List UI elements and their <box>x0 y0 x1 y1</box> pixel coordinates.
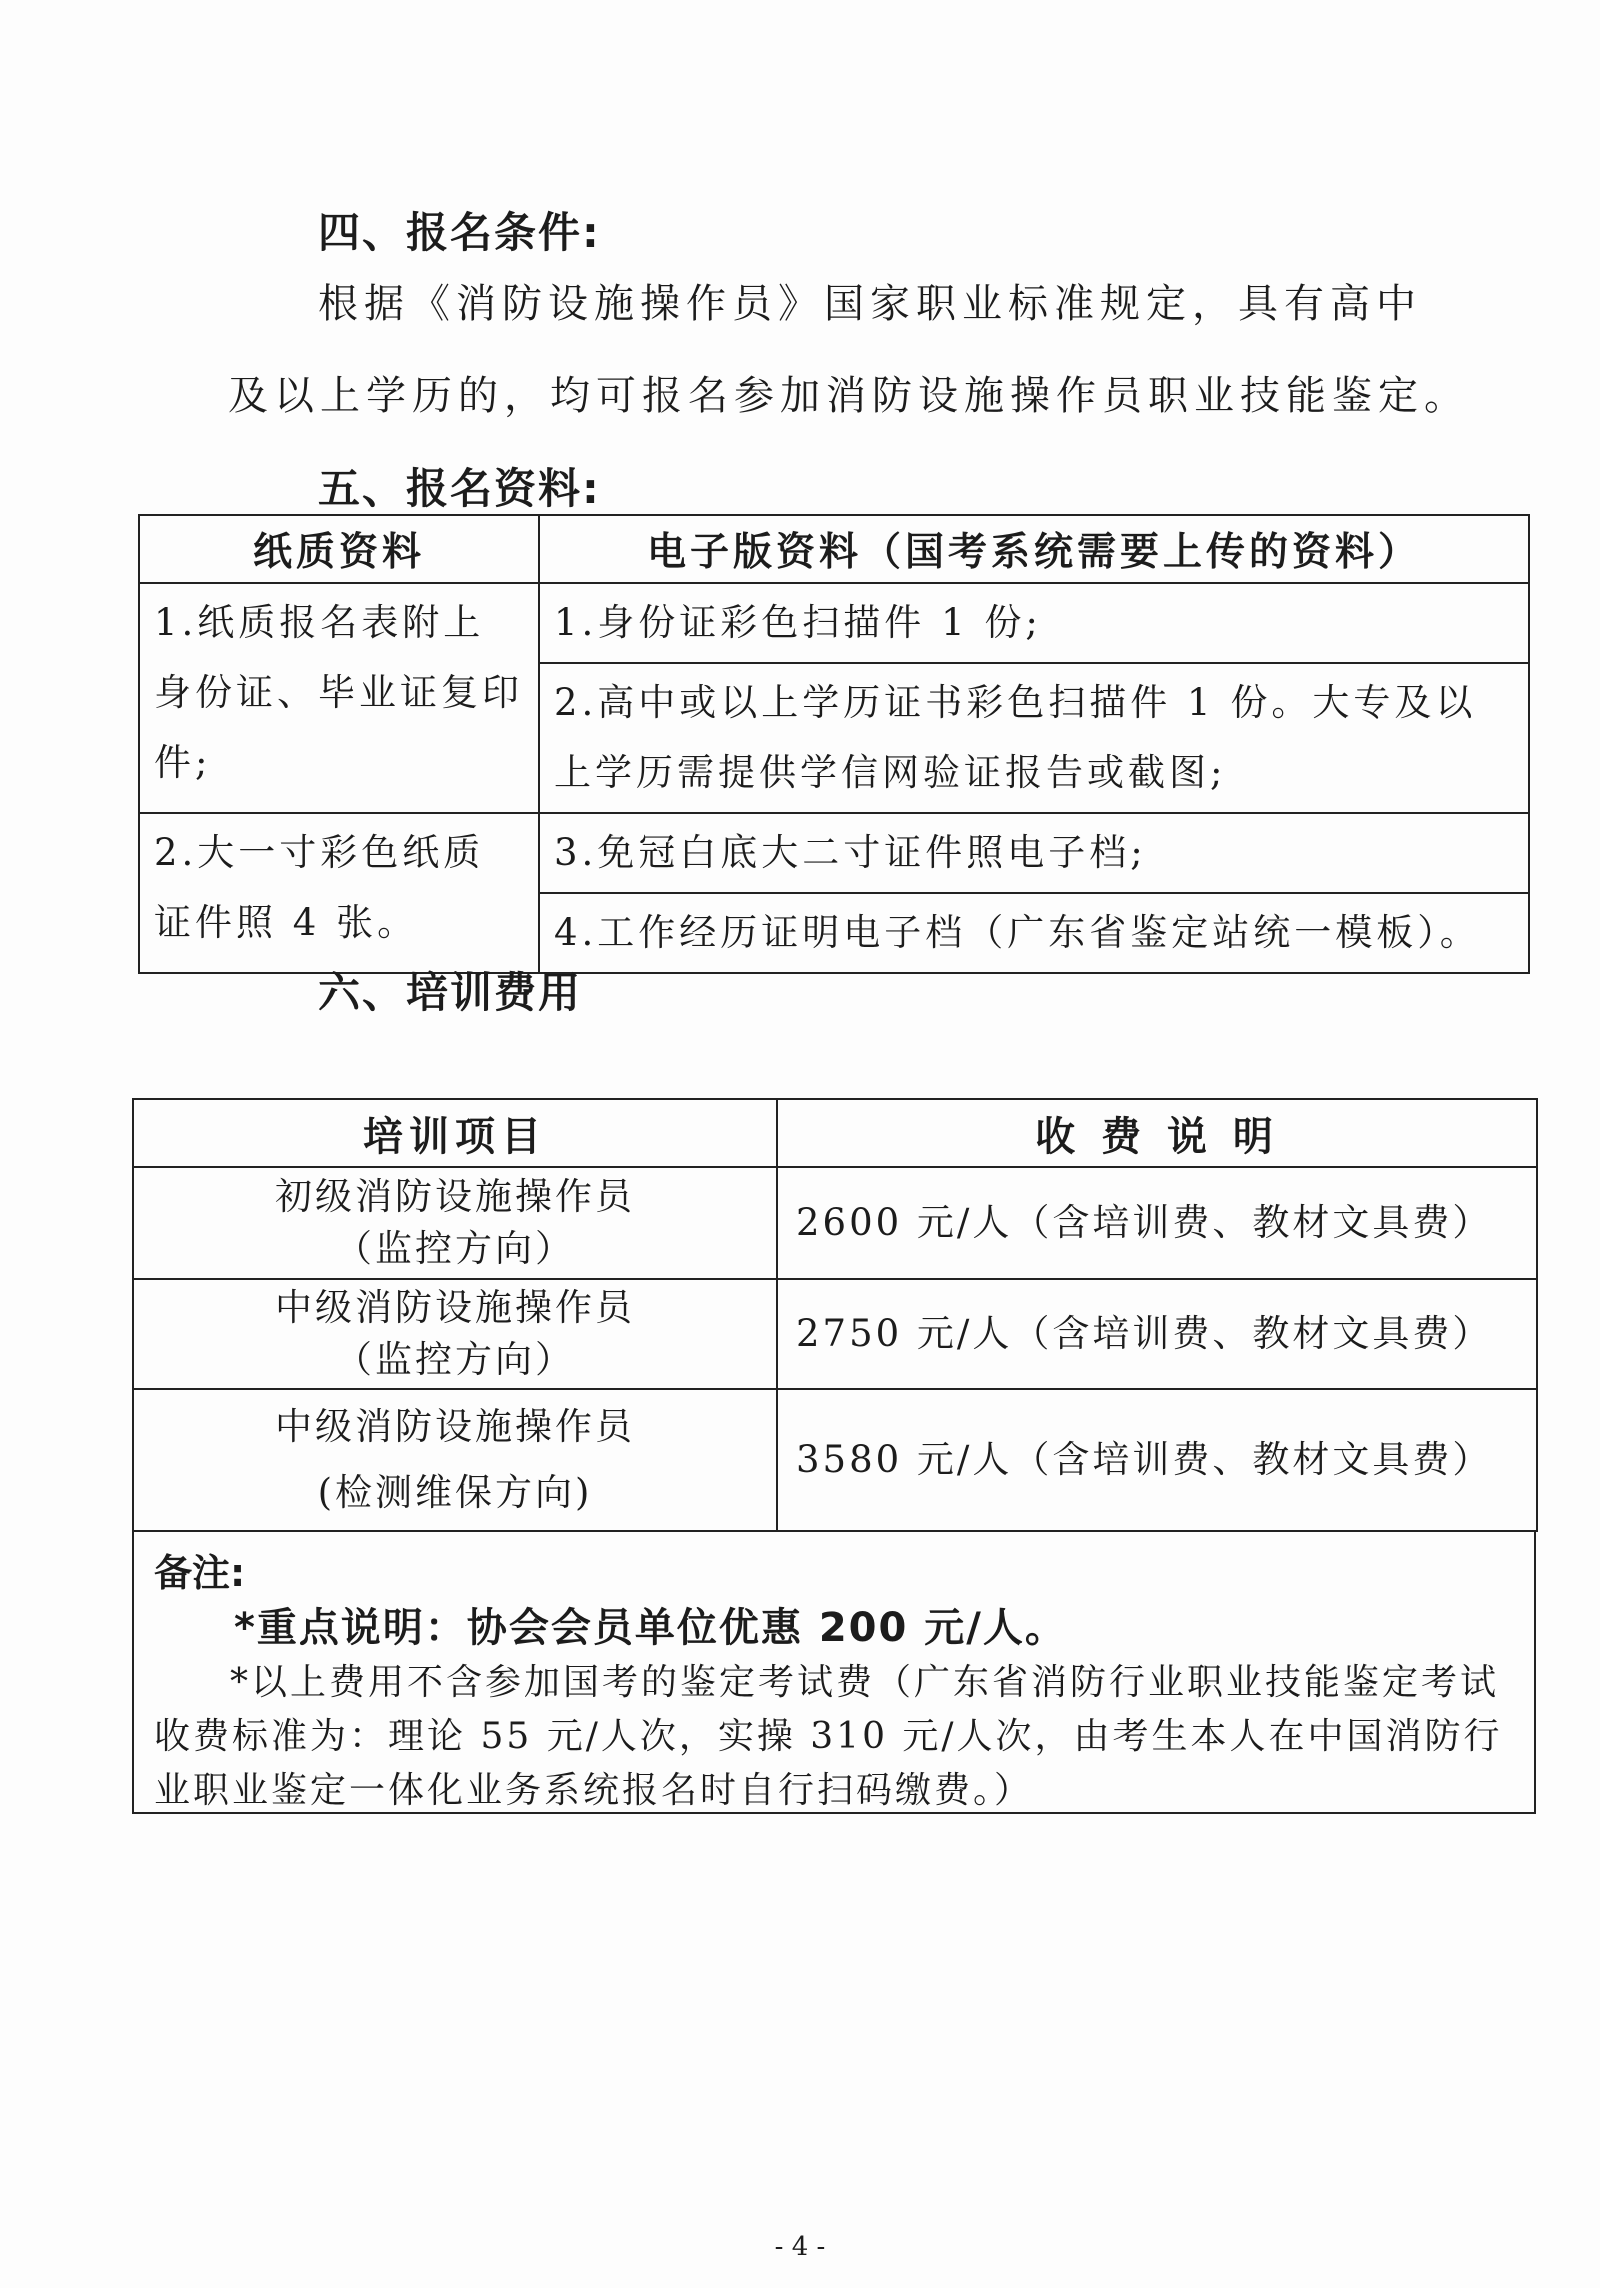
fee-row-3-name: 中级消防设施操作员 <box>275 1405 635 1448</box>
section4-heading: 四、报名条件: <box>318 208 601 257</box>
fee-row-1-name: 初级消防设施操作员 <box>275 1175 635 1218</box>
fees-col-fee: 收 费 说 明 <box>777 1099 1537 1167</box>
notes-fine-print: *以上费用不含参加国考的鉴定考试费（广东省消防行业职业技能鉴定考试收费标准为：理论 55 元/人次，实操 310 元/人次，由考生本人在中国消防行业职业鉴定一体化业务系统报名时自行扫码缴费。） <box>154 1662 1503 1811</box>
fee-row-3-item <box>133 1389 777 1531</box>
paper-item-2: 2.大一寸彩色纸质证件照 4 张。 <box>139 813 539 973</box>
section6-heading: 六、培训费用 <box>318 968 583 1017</box>
section5-heading: 五、报名资料: <box>318 464 601 513</box>
electronic-item-2: 2.高中或以上学历证书彩色扫描件 1 份。大专及以上学历需提供学信网验证报告或截图; <box>539 663 1529 813</box>
fee-row-2-item <box>133 1279 777 1389</box>
electronic-item-4: 4.工作经历证明电子档（广东省鉴定站统一模板）。 <box>539 893 1529 973</box>
notes-label: 备注: <box>154 1551 246 1595</box>
fee-row-3-direction: (检测维保方向) <box>317 1471 593 1514</box>
section4-text-line2: 及以上学历的，均可报名参加消防设施操作员职业技能鉴定。 <box>228 373 1470 419</box>
electronic-item-3: 3.免冠白底大二寸证件照电子档; <box>539 813 1529 893</box>
notes-key-point: *重点说明：协会会员单位优惠 200 元/人。 <box>234 1605 1067 1651</box>
fee-row-1-fee: 2600 元/人（含培训费、教材文具费） <box>777 1167 1537 1279</box>
materials-table <box>138 514 1530 974</box>
fee-row-3-fee: 3580 元/人（含培训费、教材文具费） <box>777 1389 1537 1531</box>
fee-row-1-item <box>133 1167 777 1279</box>
fee-row-1-direction: （监控方向） <box>335 1227 575 1270</box>
fee-row-2-name: 中级消防设施操作员 <box>275 1286 635 1329</box>
fees-notes <box>132 1530 1536 1814</box>
fees-col-item: 培训项目 <box>133 1099 777 1167</box>
fee-row-2-fee: 2750 元/人（含培训费、教材文具费） <box>777 1279 1537 1389</box>
page-number: - 4 - <box>774 2232 826 2262</box>
paper-item-1: 1.纸质报名表附上身份证、毕业证复印件; <box>139 583 539 813</box>
fee-row-2-direction: （监控方向） <box>335 1338 575 1381</box>
materials-col-electronic: 电子版资料（国考系统需要上传的资料） <box>539 515 1529 583</box>
fees-table <box>132 1098 1538 1532</box>
section4-text-line1: 根据《消防设施操作员》国家职业标准规定，具有高中 <box>318 281 1422 327</box>
electronic-item-1: 1.身份证彩色扫描件 1 份; <box>539 583 1529 663</box>
materials-col-paper: 纸质资料 <box>139 515 539 583</box>
